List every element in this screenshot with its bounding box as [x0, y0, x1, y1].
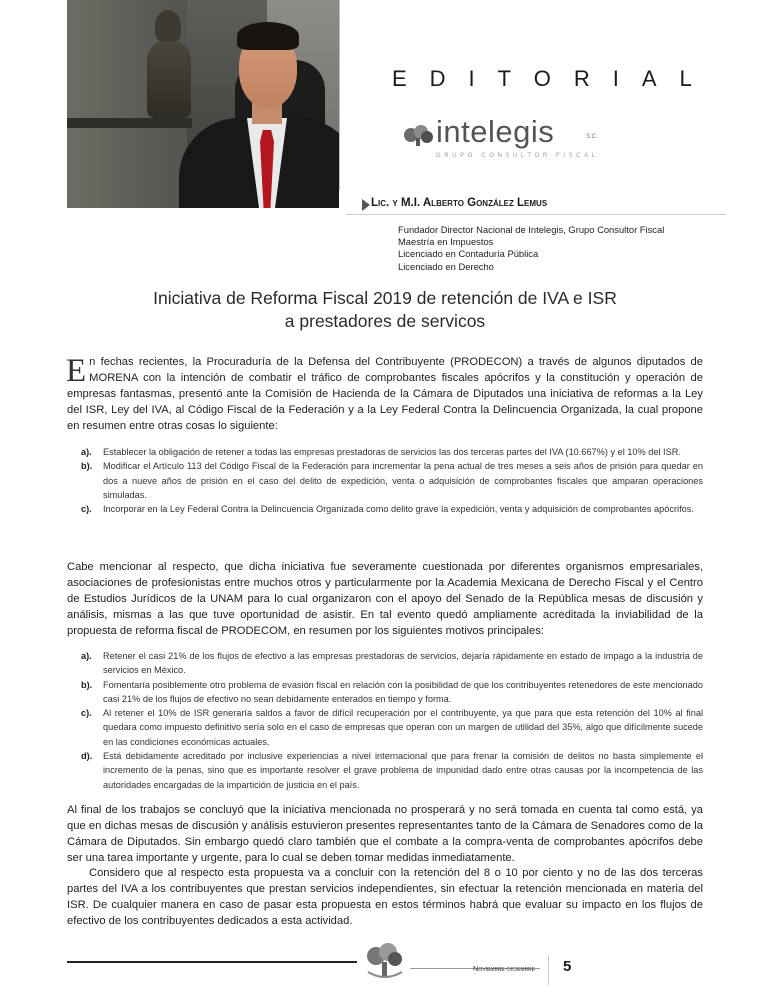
list-item: a). Retener el casi 21% de los flujos de efectivo a las empresas prestadoras de servicios, dejaría rápidamente en estado de impago a la industria de servicios en México. [81, 651, 703, 676]
paragraph-text: n fechas recientes, la Procuraduría de la Defensa del Contribuyente (PRODECON) a través de algunos diputados de MORENA con la intención de combatir el tráfico de comprobantes fiscales apócrifos y la constitución y operación de empresas fantasmas, presentó ante la Comisión de Hacienda de la Cámara de Diputados una iniciativa de reformas a la Ley del ISR, Ley del IVA, al Código Fiscal de la Federación y a la Ley Federal Contra la Delincuencia Organizada, la cual propone en resumen entre otras cosas lo siguiente: [67, 356, 703, 432]
credential-line: Fundador Director Nacional de Intelegis, Grupo Consultor Fiscal [398, 224, 665, 235]
section-title: EDITORIAL [392, 66, 715, 91]
author-byline [346, 197, 726, 213]
logo-mark-icon [402, 124, 434, 146]
logo-wordmark: intelegis [436, 114, 555, 149]
footer-logo-icon [362, 942, 408, 982]
reasons-list [81, 649, 703, 792]
author-credentials [398, 224, 664, 273]
list-item: b). Fomentaría posiblemente otro problema de evasión fiscal en relación con la posibilidad de que los contribuyentes retenedores de este mencionado casi 21% de los flujos de efectivo no sean debidamente enterados en tiempo y forma. [81, 679, 703, 704]
proposal-list [81, 445, 703, 516]
paragraph-2: Cabe mencionar al respecto, que dicha iniciativa fue severamente cuestionada por diferentes organismos empresariales, asociaciones de profesionistas entre muchos otros y particularmente por la Academia Mexicana de Derecho Fiscal y el Centro de Estudios Jurídicos de la UNAM para lo cual organizaron con el apoyo del Senado de la República mesas de discusión y análisis, mismas a las que tuve oportunidad de asistir. En tal evento quedó ampliamente acreditada la inviabilidad de la propuesta de reforma fiscal de PRODECOM, en resumen por los siguientes motivos principales: [67, 561, 703, 637]
list-item: b). Modificar el Artículo 113 del Código Fiscal de la Federación para incrementar la pena actual de tres meses a seis años de prisión para quedar en dos a nueve años de prisión en el caso del delito de expedición, venta o adquisición de comprobantes fiscales que amparan operaciones simuladas. [81, 461, 703, 500]
header-divider [339, 0, 340, 190]
logo-reg: S.C. [586, 134, 598, 140]
credential-line: Licenciado en Contaduría Pública [398, 248, 539, 260]
footer-divider [548, 955, 549, 985]
author-photo [67, 0, 339, 208]
list-item: a). Establecer la obligación de retener a todas las empresas prestadoras de servicios las dos terceras partes del IVA (10.667%) y el 10% del ISR. [81, 447, 681, 457]
issue-date: Noviembre-diciembre [473, 964, 535, 973]
list-item: d). Está debidamente acreditado por inclusive experiencias a nivel internacional que para frenar la comisión de delitos no basta simplemente el incremento de la penas, sino que es importante resolver el grave problema de impunidad dado entre otras causas por la incompetencia de las autoridades encargadas de la impartición de justicia en el país. [81, 751, 703, 790]
author-name: Lic. y M.I. Alberto González Lemus [371, 197, 548, 209]
title-line: Iniciativa de Reforma Fiscal 2019 de retención de IVA e ISR [153, 288, 617, 308]
arrow-right-icon [362, 199, 370, 211]
credential-line: Maestría en Impuestos [398, 236, 494, 248]
footer-rule [67, 961, 357, 963]
paragraph-4: Considero que al respecto esta propuesta va a concluir con la retención del 8 o 10 por ciento y no de las dos terceras partes del IVA a los contribuyentes que prestan servicios independientes, sin efectuar la retención mencionada en materia del ISR. De cualquier manera en caso de pasar esta propuesta en estos términos habrá que evaluar su impacto en los flujos de efectivo de los contribuyentes dedicados a esta actividad. [67, 867, 703, 927]
logo-subtitle: GRUPO CONSULTOR FISCAL [436, 153, 599, 159]
drop-cap: E [66, 353, 87, 389]
paragraph-3: Al final de los trabajos se concluyó que la iniciativa mencionada no prosperará y no será tomada en cuenta tal como está, ya que en dichas mesas de discusión y análisis estuvieron presentes representantes tanto de la Cámara de Senadores como de la Cámara de Diputados. Sin embargo quedó claro también que el combate a la compra-venta de comprobantes apócrifos debe ser una tarea importante y urgente, para lo cual se deben tomar medidas inmediatamente. [67, 804, 703, 864]
paragraph-intro [67, 355, 703, 435]
intelegis-logo [402, 114, 602, 170]
title-line: a prestadores de servicos [284, 311, 486, 331]
list-item: c). Incorporar en la Ley Federal Contra la Delincuencia Organizada como delito grave la expedición, venta y adquisición de comprobantes apócrifos. [81, 504, 694, 515]
list-item: c). Al retener el 10% de ISR generaría saldos a favor de difícil recuperación por el contribuyente, ya que para que esta retención del 10% al final quedara como impuesto definitivo sería solo en el caso de empresas que operan con un margen de utilidad del 35%, algo que difícilmente sucede en las condiciones económicas actuales. [81, 708, 703, 747]
byline-rule [346, 214, 726, 215]
article-title [80, 287, 690, 333]
page-number: 5 [563, 958, 572, 975]
credential-line: Licenciado en Derecho [398, 260, 494, 272]
